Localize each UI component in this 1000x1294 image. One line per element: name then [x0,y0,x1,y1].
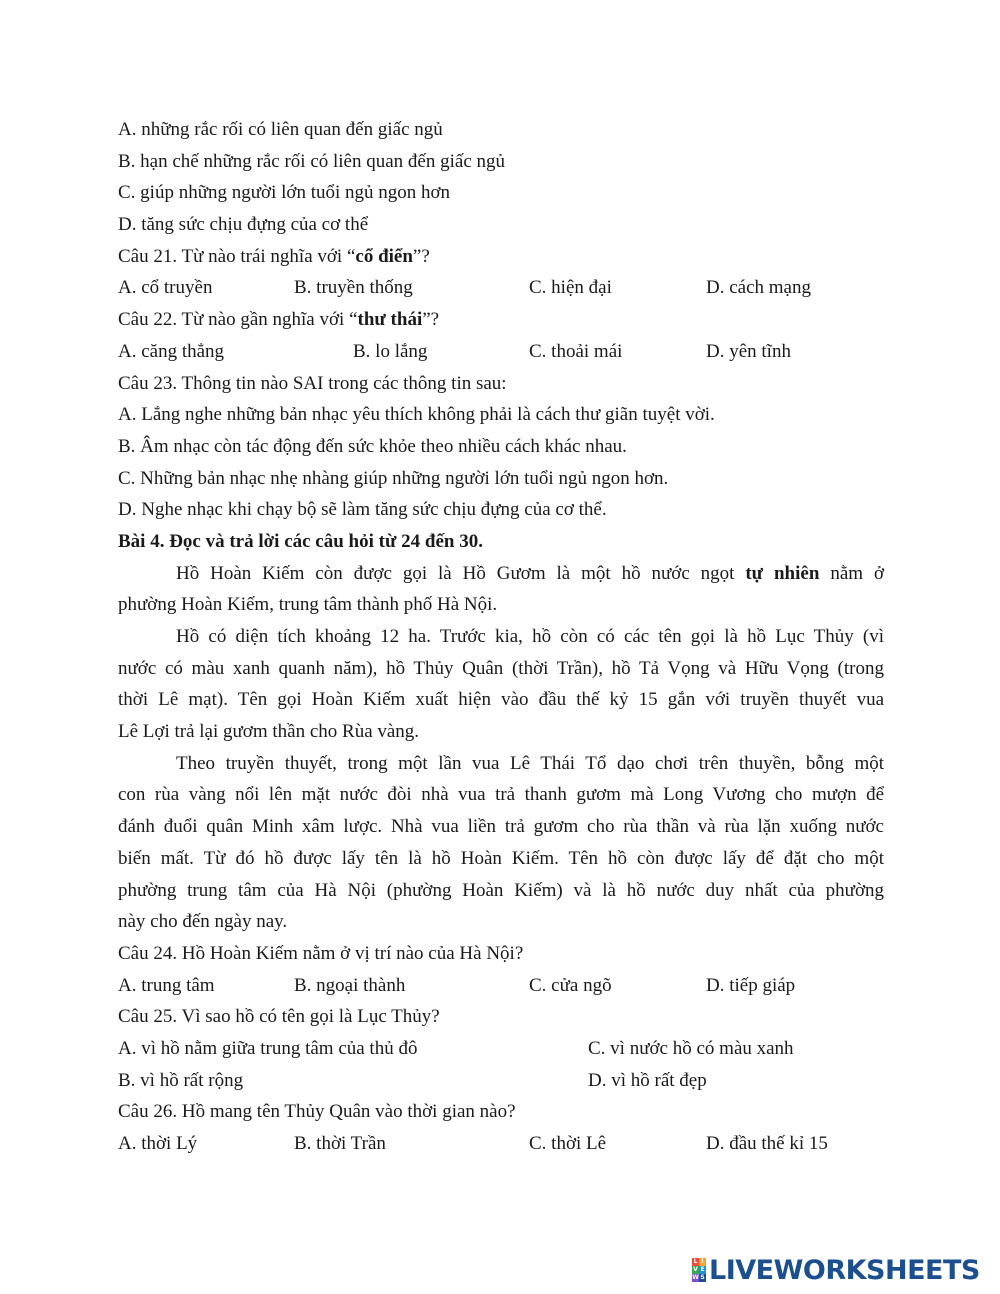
liveworksheets-logo-text: LIVEWORKSHEETS [709,1254,980,1286]
mark-cell: E [700,1266,705,1273]
passage-p1-text-b: nằm ở [819,562,884,584]
q22-option-d: D. yên tĩnh [706,340,791,362]
q23-option-c: C. Những bản nhạc nhẹ nhàng giúp những người lớn tuổi ngủ ngon hơn. [118,467,669,489]
passage-p2-line4: Lê Lợi trả lại gươm thần cho Rùa vàng. [118,721,420,743]
passage-p1-text-a: Hồ Hoàn Kiếm còn được gọi là Hồ Gươm là một hồ nước ngọt [176,562,746,584]
q22-options [118,336,884,368]
q22-question [118,304,884,336]
q23-option-b: B. Âm nhạc còn tác động đến sức khỏe theo nhiều cách khác nhau. [118,435,627,457]
q22-option-c: C. thoải mái [529,340,623,362]
q26-option-d: D. đầu thế kỉ 15 [706,1133,828,1154]
mark-cell: V [693,1266,698,1273]
q21-option-d: D. cách mạng [706,277,811,299]
q26-option-a: A. thời Lý [118,1133,198,1154]
q26-option-b: B. thời Trần [294,1133,386,1154]
q21-option-b: B. truyền thống [294,277,413,299]
passage-p3-line1: Theo truyền thuyết, trong một lần vua Lê Thái Tổ dạo chơi trên thuyền, bỗng một [176,752,884,774]
q20-option-a: A. những rắc rối có liên quan đến giấc ngủ [118,119,443,140]
passage-p3-line5: phường trung tâm của Hà Nội (phường Hoàn Kiếm) và là hồ nước duy nhất của phường [118,879,884,901]
q21-keyword: cổ điển [355,245,413,267]
q24-option-d: D. tiếp giáp [706,974,796,996]
passage-p1-bold: tự nhiên [745,562,820,584]
q25-option-a: A. vì hồ nằm giữa trung tâm của thủ đô [118,1037,418,1059]
q25-question: Câu 25. Vì sao hồ có tên gọi là Lục Thủy? [118,1006,440,1028]
passage-p1-line1 [118,558,884,590]
q25-options-row1 [118,1033,884,1065]
q21-option-c: C. hiện đại [529,277,612,299]
q26-question: Câu 26. Hồ mang tên Thủy Quân vào thời gian nào? [118,1101,516,1123]
q21-suffix: ”? [412,245,430,267]
q22-suffix: ”? [422,309,440,331]
passage-p3-line4: biến mất. Từ đó hồ được lấy tên là hồ Hoàn Kiếm. Tên hồ còn được lấy để đặt cho một [118,847,884,869]
q25-options-row2 [118,1065,884,1097]
passage-p2-line3: thời Lê mạt). Tên gọi Hoàn Kiếm xuất hiện vào đầu thế kỷ 15 gắn với truyền thuyết vua [118,689,884,711]
q25-option-b: B. vì hồ rất rộng [118,1069,244,1091]
passage-p1-line2: phường Hoàn Kiếm, trung tâm thành phố Hà Nội. [118,594,498,616]
q22-keyword: thư thái [357,309,423,331]
q24-option-a: A. trung tâm [118,974,215,996]
q21-question [118,241,884,273]
q21-prefix: Câu 21. Từ nào trái nghĩa với “ [118,245,356,267]
q23-question: Câu 23. Thông tin nào SAI trong các thông tin sau: [118,372,507,394]
q25-option-d: D. vì hồ rất đẹp [588,1069,707,1091]
q22-prefix: Câu 22. Từ nào gần nghĩa với “ [118,309,358,331]
q20-option-b: B. hạn chế những rắc rối có liên quan đến giấc ngủ [118,150,506,172]
q24-option-b: B. ngoại thành [294,974,406,996]
q25-option-c: C. vì nước hồ có màu xanh [588,1037,794,1059]
passage-p2-line2: nước có màu xanh quanh năm), hồ Thủy Quân (thời Trần), hồ Tả Vọng và Hữu Vọng (trong [118,657,884,679]
mark-cell: S [700,1274,705,1281]
q20-option-d: D. tăng sức chịu đựng của cơ thể [118,214,369,236]
q26-option-c: C. thời Lê [529,1133,607,1154]
mark-cell: L [693,1258,698,1265]
liveworksheets-logo[interactable] [692,1255,980,1285]
mark-cell: I [699,1258,706,1266]
passage-p2-line1: Hồ có diện tích khoảng 12 ha. Trước kia, hồ còn có các tên gọi là hồ Lục Thủy (vì [176,626,884,647]
bai4-heading-text: Bài 4. Đọc và trả lời các câu hỏi từ 24 đến 30. [118,530,483,552]
q23-option-a: A. Lắng nghe những bản nhạc yêu thích không phải là cách thư giãn tuyệt vời. [118,404,715,426]
q21-options [118,272,884,304]
q21-option-a: A. cổ truyền [118,277,213,299]
passage-p3-line6: này cho đến ngày nay. [118,911,288,933]
q22-option-a: A. căng thẳng [118,340,225,362]
q20-option-c: C. giúp những người lớn tuổi ngủ ngon hơn [118,182,451,204]
q26-options [118,1128,884,1160]
q24-question: Câu 24. Hồ Hoàn Kiếm nằm ở vị trí nào của Hà Nội? [118,942,524,964]
worksheet-page [118,114,884,1160]
q24-option-c: C. cửa ngõ [529,974,612,996]
q24-options [118,970,884,1002]
q22-option-b: B. lo lắng [353,340,428,362]
passage-p3-line2: con rùa vàng nổi lên mặt nước đòi nhà vua trả thanh gươm mà Long Vương cho mượn để [118,784,884,806]
mark-cell: W [692,1274,699,1281]
liveworksheets-mark-icon [692,1258,706,1282]
q23-option-d: D. Nghe nhạc khi chạy bộ sẽ làm tăng sức chịu đựng của cơ thể. [118,499,607,521]
bai4-heading [118,526,884,558]
passage-p3-line3: đánh đuổi quân Minh xâm lược. Nhà vua liền trả gươm cho rùa thần và rùa lặn xuống nước [118,816,884,838]
